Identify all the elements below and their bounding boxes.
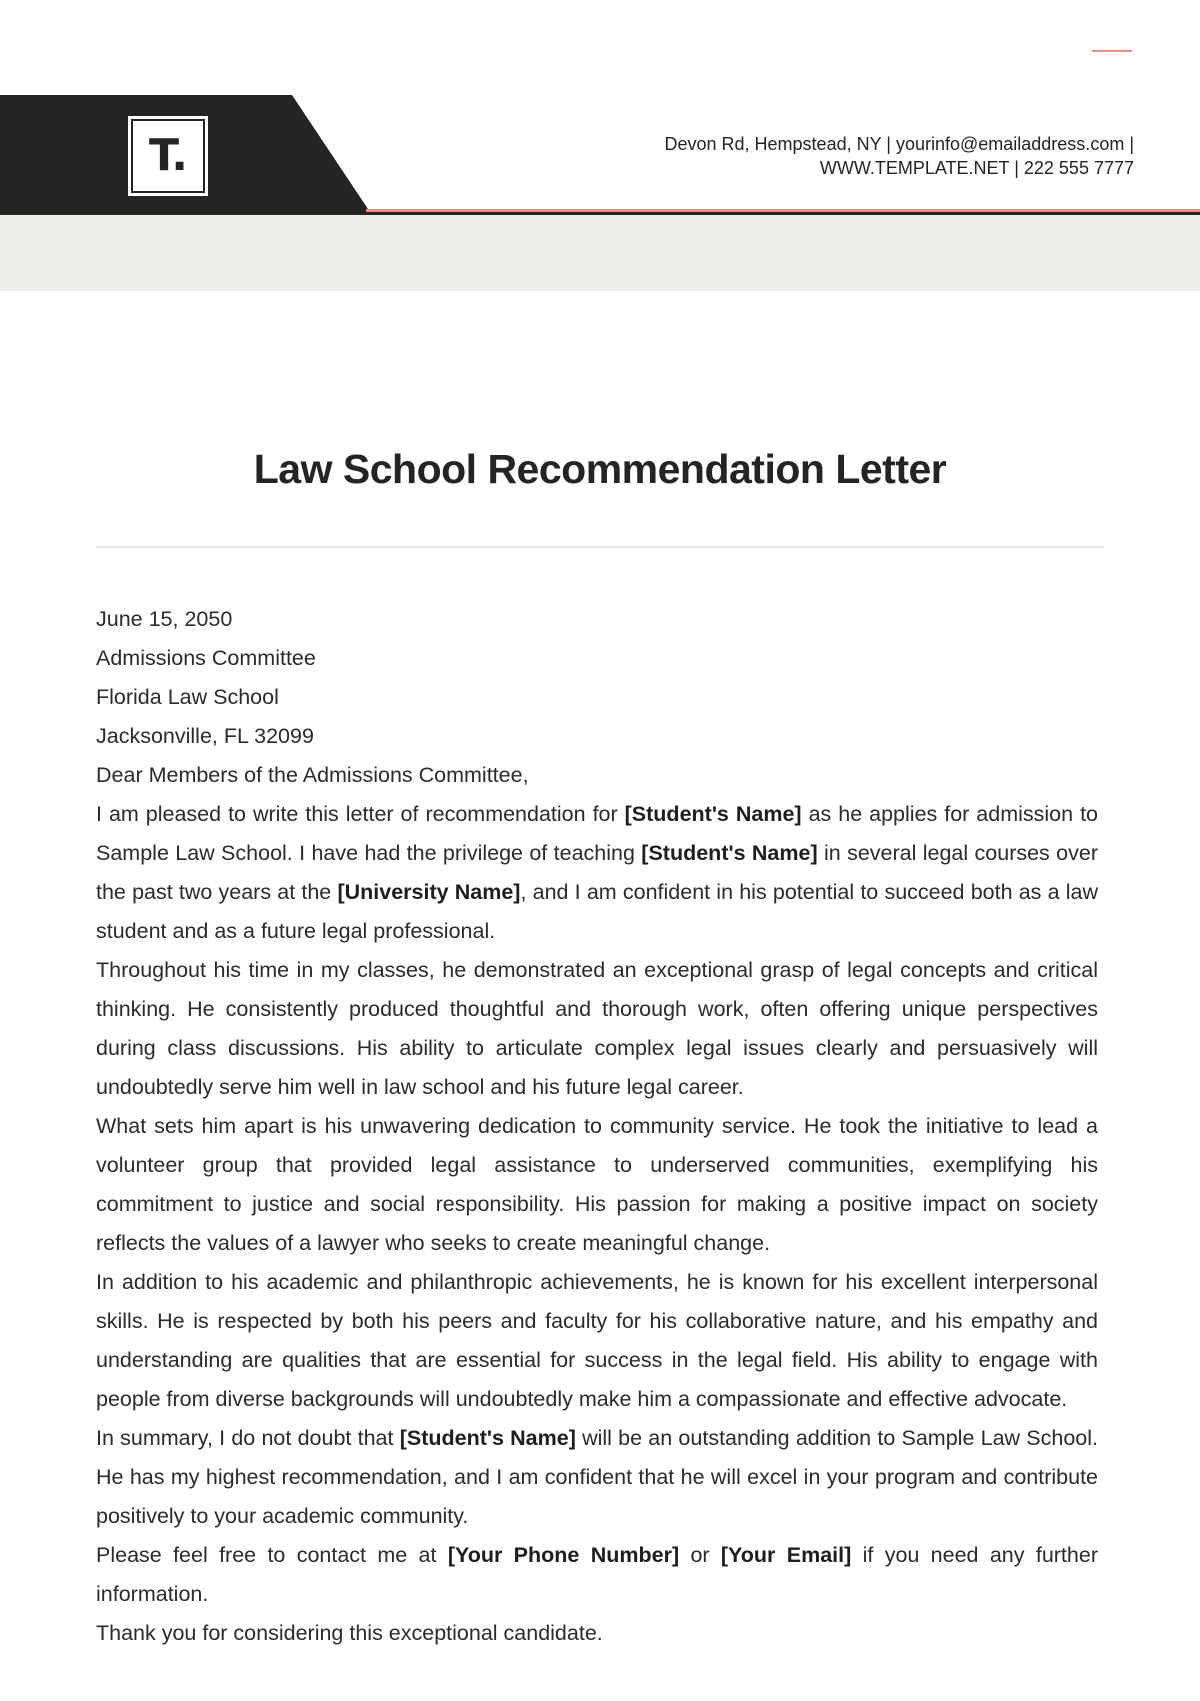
salutation: Dear Members of the Admissions Committee, <box>96 763 529 787</box>
paragraph-closing: Thank you for considering this exceptional candidate. <box>96 1621 603 1645</box>
paragraph-summary <box>96 1419 1098 1536</box>
text-run: Please feel free to contact me at <box>96 1543 448 1567</box>
placeholder-student-name: [Student's Name] <box>624 802 802 826</box>
paragraph-interpersonal: In addition to his academic and philanthropic achievements, he is known for his excellent interpersonal skills. He is respected by both his peers and faculty for his collaborative nature, and his empathy and understanding are qualities that are essential for success in the legal field. His ability to engage with people from diverse backgrounds will undoubtedly make him a compassionate and effective advocate. <box>96 1270 1098 1411</box>
recipient-line: Florida Law School <box>96 685 279 709</box>
text-run: if you need any further information. <box>96 1543 1098 1606</box>
recipient-line: Jacksonville, FL 32099 <box>96 724 314 748</box>
title-divider <box>96 546 1104 548</box>
logo <box>128 116 208 196</box>
text-run: in several legal courses over the past two years at the <box>96 841 1098 904</box>
contact-line-web-phone: WWW.TEMPLATE.NET | 222 555 7777 <box>819 158 1134 178</box>
placeholder-phone-number: [Your Phone Number] <box>447 1543 680 1567</box>
logo-frame <box>131 119 205 193</box>
page-title: Law School Recommendation Letter <box>253 446 947 492</box>
text-run: In summary, I do not doubt that <box>96 1426 400 1450</box>
logo-mark: T. <box>148 130 188 181</box>
paragraph-academics: Throughout his time in my classes, he demonstrated an exceptional grasp of legal concepts and critical thinking. He consistently produced thoughtful and thorough work, often offering unique perspectives during class discussions. His ability to articulate complex legal issues clearly and persuasively will undoubtedly serve him well in law school and his future legal career. <box>96 958 1098 1099</box>
placeholder-student-name: [Student's Name] <box>641 841 818 865</box>
contact-line-address: Devon Rd, Hempstead, NY | yourinfo@emailaddress.com | <box>664 134 1134 154</box>
paragraph-service: What sets him apart is his unwavering dedication to community service. He took the initiative to lead a volunteer group that provided legal assistance to underserved communities, exemplifying his commitment to justice and social responsibility. His passion for making a positive impact on society reflects the values of a lawyer who seeks to create meaningful change. <box>96 1114 1098 1255</box>
recipient-line: Admissions Committee <box>96 646 316 670</box>
text-run: as he applies for admission to Sample Law School. I have had the privilege of teaching <box>96 802 1099 865</box>
text-run: I am pleased to write this letter of recommendation for <box>96 802 625 826</box>
placeholder-student-name: [Student's Name] <box>399 1426 576 1450</box>
placeholder-university-name: [University Name] <box>337 880 521 904</box>
text-run: will be an outstanding addition to Sample Law School. He has my highest recommendation, and I am confident that he will excel in your program and contribute positively to your academic community. <box>96 1426 1098 1528</box>
text-run: or <box>679 1543 721 1567</box>
header-gray-band <box>0 215 1200 291</box>
accent-dash <box>1092 50 1132 52</box>
paragraph-intro <box>96 795 1098 951</box>
contact-info <box>665 132 1135 180</box>
placeholder-email: [Your Email] <box>720 1543 852 1567</box>
text-run: , and I am confident in his potential to succeed both as a law student and as a future legal professional. <box>96 880 1098 943</box>
paragraph-contact <box>96 1536 1098 1614</box>
letter-body <box>96 600 1098 1653</box>
letter-date: June 15, 2050 <box>96 607 233 631</box>
